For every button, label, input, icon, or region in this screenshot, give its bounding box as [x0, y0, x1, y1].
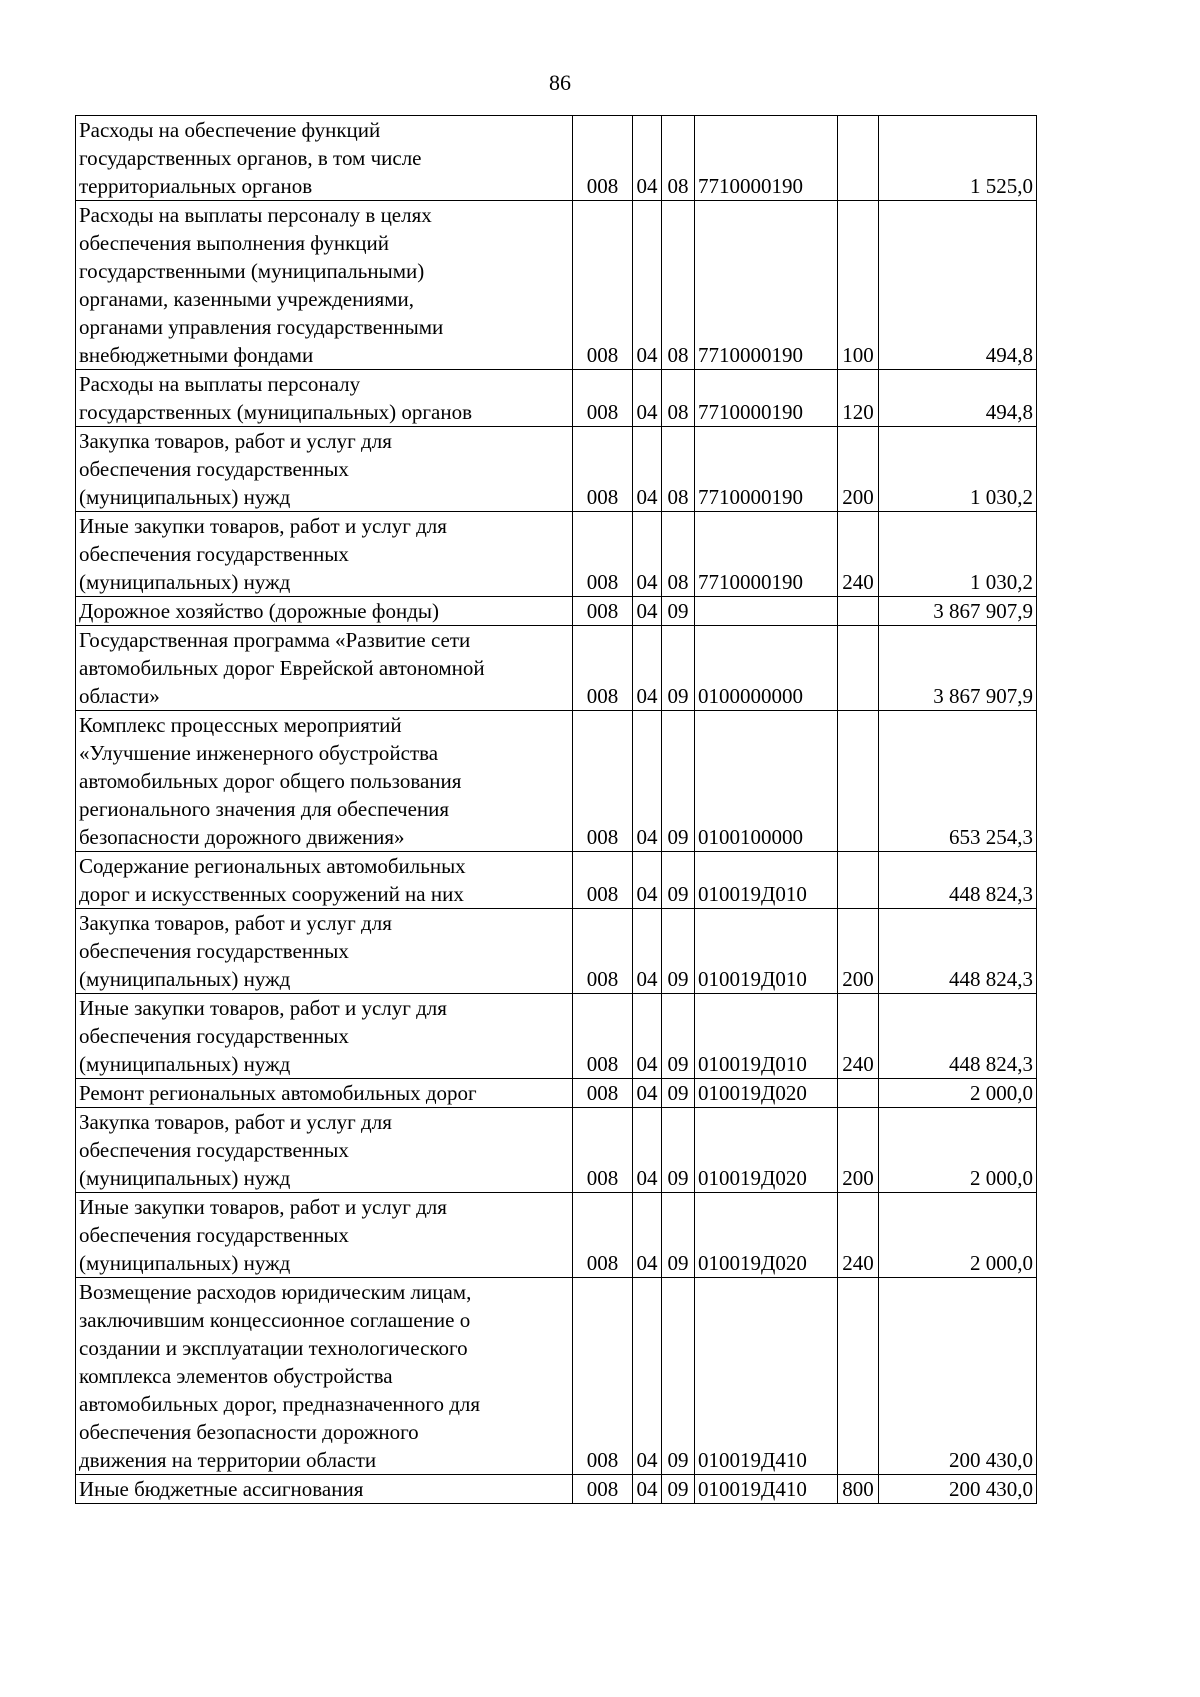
expense-name-cell: Содержание региональных автомобильных дорог и искусственных сооружений на них: [76, 852, 573, 909]
grbs-code-cell: 008: [573, 1079, 633, 1108]
expense-type-cell: 240: [838, 512, 879, 597]
table-row: [76, 909, 1037, 994]
page-number: 86: [549, 70, 571, 95]
grbs-code-cell: 008: [573, 1475, 633, 1504]
subsection-code-cell: 09: [662, 711, 695, 852]
subsection-code-cell: 09: [662, 1193, 695, 1278]
target-article-cell: 010019Д410: [695, 1278, 838, 1475]
table-row: [76, 116, 1037, 201]
expense-type-cell: [838, 1278, 879, 1475]
target-article-cell: 010019Д010: [695, 994, 838, 1079]
subsection-code-cell: 08: [662, 370, 695, 427]
amount-cell: 448 824,3: [879, 852, 1037, 909]
table-row: [76, 994, 1037, 1079]
table-row: [76, 1278, 1037, 1475]
expense-name-cell: Закупка товаров, работ и услуг для обеспечения государственных (муниципальных) нужд: [76, 1108, 573, 1193]
subsection-code-cell: 08: [662, 427, 695, 512]
expense-name-cell: Расходы на выплаты персоналу государственных (муниципальных) органов: [76, 370, 573, 427]
amount-cell: 200 430,0: [879, 1475, 1037, 1504]
amount-cell: 494,8: [879, 201, 1037, 370]
amount-cell: 200 430,0: [879, 1278, 1037, 1475]
expense-type-cell: [838, 597, 879, 626]
expense-type-cell: [838, 626, 879, 711]
table-row: [76, 852, 1037, 909]
subsection-code-cell: 09: [662, 626, 695, 711]
amount-cell: 2 000,0: [879, 1079, 1037, 1108]
expense-type-cell: 240: [838, 994, 879, 1079]
expense-type-cell: 120: [838, 370, 879, 427]
target-article-cell: [695, 597, 838, 626]
expense-type-cell: 240: [838, 1193, 879, 1278]
target-article-cell: 7710000190: [695, 512, 838, 597]
expense-type-cell: 200: [838, 1108, 879, 1193]
target-article-cell: 0100000000: [695, 626, 838, 711]
target-article-cell: 010019Д020: [695, 1193, 838, 1278]
expense-name-cell: Расходы на обеспечение функций государственных органов, в том числе территориальных органов: [76, 116, 573, 201]
grbs-code-cell: 008: [573, 597, 633, 626]
subsection-code-cell: 09: [662, 1475, 695, 1504]
expense-type-cell: [838, 852, 879, 909]
grbs-code-cell: 008: [573, 201, 633, 370]
subsection-code-cell: 08: [662, 201, 695, 370]
target-article-cell: 010019Д410: [695, 1475, 838, 1504]
section-code-cell: 04: [633, 909, 662, 994]
amount-cell: 1 030,2: [879, 512, 1037, 597]
expense-type-cell: [838, 1079, 879, 1108]
expense-type-cell: 100: [838, 201, 879, 370]
target-article-cell: 7710000190: [695, 370, 838, 427]
table-row: [76, 1475, 1037, 1504]
table-row: [76, 1108, 1037, 1193]
grbs-code-cell: 008: [573, 909, 633, 994]
section-code-cell: 04: [633, 597, 662, 626]
expense-name-cell: Иные бюджетные ассигнования: [76, 1475, 573, 1504]
table-body: [76, 116, 1037, 1504]
budget-table: [75, 115, 1037, 1504]
table-row: [76, 626, 1037, 711]
expense-name-cell: Иные закупки товаров, работ и услуг для обеспечения государственных (муниципальных) нужд: [76, 512, 573, 597]
target-article-cell: 010019Д020: [695, 1079, 838, 1108]
table-row: [76, 711, 1037, 852]
expense-type-cell: 200: [838, 909, 879, 994]
grbs-code-cell: 008: [573, 711, 633, 852]
amount-cell: 1 525,0: [879, 116, 1037, 201]
grbs-code-cell: 008: [573, 116, 633, 201]
expense-type-cell: [838, 711, 879, 852]
table-row: [76, 1079, 1037, 1108]
subsection-code-cell: 09: [662, 597, 695, 626]
expense-name-cell: Дорожное хозяйство (дорожные фонды): [76, 597, 573, 626]
amount-cell: 3 867 907,9: [879, 626, 1037, 711]
section-code-cell: 04: [633, 370, 662, 427]
grbs-code-cell: 008: [573, 370, 633, 427]
target-article-cell: 7710000190: [695, 116, 838, 201]
grbs-code-cell: 008: [573, 994, 633, 1079]
section-code-cell: 04: [633, 1193, 662, 1278]
section-code-cell: 04: [633, 512, 662, 597]
expense-name-cell: Ремонт региональных автомобильных дорог: [76, 1079, 573, 1108]
subsection-code-cell: 09: [662, 1108, 695, 1193]
subsection-code-cell: 08: [662, 116, 695, 201]
section-code-cell: 04: [633, 1108, 662, 1193]
table-row: [76, 201, 1037, 370]
expense-type-cell: 800: [838, 1475, 879, 1504]
amount-cell: 448 824,3: [879, 909, 1037, 994]
subsection-code-cell: 09: [662, 909, 695, 994]
target-article-cell: 0100100000: [695, 711, 838, 852]
subsection-code-cell: 09: [662, 852, 695, 909]
amount-cell: 653 254,3: [879, 711, 1037, 852]
target-article-cell: 010019Д010: [695, 852, 838, 909]
expense-type-cell: [838, 116, 879, 201]
section-code-cell: 04: [633, 1079, 662, 1108]
target-article-cell: 010019Д010: [695, 909, 838, 994]
section-code-cell: 04: [633, 852, 662, 909]
table-row: [76, 512, 1037, 597]
amount-cell: 3 867 907,9: [879, 597, 1037, 626]
section-code-cell: 04: [633, 1278, 662, 1475]
table-row: [76, 1193, 1037, 1278]
expense-name-cell: Комплекс процессных мероприятий «Улучшение инженерного обустройства автомобильных дорог общего пользования регионального значения для обеспечения безопасности дорожного движения»: [76, 711, 573, 852]
amount-cell: 1 030,2: [879, 427, 1037, 512]
subsection-code-cell: 09: [662, 1278, 695, 1475]
section-code-cell: 04: [633, 626, 662, 711]
section-code-cell: 04: [633, 1475, 662, 1504]
section-code-cell: 04: [633, 994, 662, 1079]
grbs-code-cell: 008: [573, 1193, 633, 1278]
target-article-cell: 7710000190: [695, 427, 838, 512]
table-row: [76, 427, 1037, 512]
amount-cell: 2 000,0: [879, 1193, 1037, 1278]
subsection-code-cell: 09: [662, 994, 695, 1079]
section-code-cell: 04: [633, 711, 662, 852]
section-code-cell: 04: [633, 427, 662, 512]
grbs-code-cell: 008: [573, 1278, 633, 1475]
expense-name-cell: Возмещение расходов юридическим лицам, заключившим концессионное соглашение о создании и эксплуатации технологического комплекса элементов обустройства автомобильных дорог, предназначенного для обеспечения безопасности дорожного движения на территории области: [76, 1278, 573, 1475]
table-row: [76, 597, 1037, 626]
section-code-cell: 04: [633, 116, 662, 201]
grbs-code-cell: 008: [573, 512, 633, 597]
amount-cell: 448 824,3: [879, 994, 1037, 1079]
amount-cell: 2 000,0: [879, 1108, 1037, 1193]
grbs-code-cell: 008: [573, 1108, 633, 1193]
table-row: [76, 370, 1037, 427]
grbs-code-cell: 008: [573, 852, 633, 909]
expense-name-cell: Иные закупки товаров, работ и услуг для обеспечения государственных (муниципальных) нужд: [76, 1193, 573, 1278]
expense-name-cell: Расходы на выплаты персоналу в целях обеспечения выполнения функций государственными (муниципальными) органами, казенными учреждениями, органами управления государственными внебюджетными фондами: [76, 201, 573, 370]
target-article-cell: 010019Д020: [695, 1108, 838, 1193]
amount-cell: 494,8: [879, 370, 1037, 427]
grbs-code-cell: 008: [573, 427, 633, 512]
expense-name-cell: Государственная программа «Развитие сети автомобильных дорог Еврейской автономной области»: [76, 626, 573, 711]
grbs-code-cell: 008: [573, 626, 633, 711]
section-code-cell: 04: [633, 201, 662, 370]
subsection-code-cell: 09: [662, 1079, 695, 1108]
expense-type-cell: 200: [838, 427, 879, 512]
subsection-code-cell: 08: [662, 512, 695, 597]
target-article-cell: 7710000190: [695, 201, 838, 370]
expense-name-cell: Иные закупки товаров, работ и услуг для обеспечения государственных (муниципальных) нужд: [76, 994, 573, 1079]
expense-name-cell: Закупка товаров, работ и услуг для обеспечения государственных (муниципальных) нужд: [76, 909, 573, 994]
expense-name-cell: Закупка товаров, работ и услуг для обеспечения государственных (муниципальных) нужд: [76, 427, 573, 512]
